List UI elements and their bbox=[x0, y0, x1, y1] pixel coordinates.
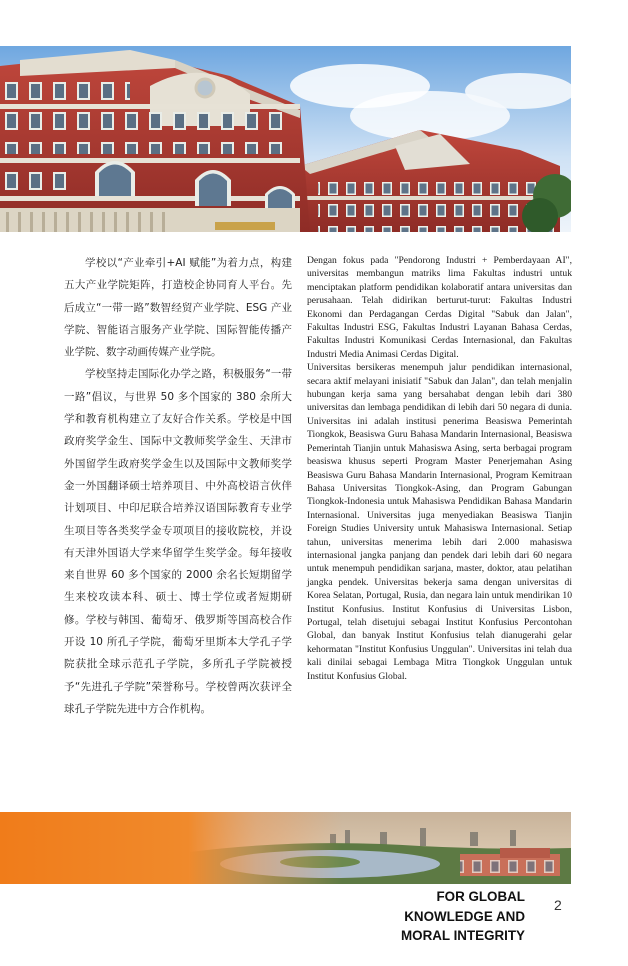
chinese-paragraph: 学校坚持走国际化办学之路，积极服务“一带一路”倡议，与世界 50 多个国家的 380 余所大学和教育机构建立了友好合作关系。学校是中国政府奖学金生、国际中文教师奖学金生、天津市外国留学生政府奖学金生以及国际中文教师奖学金一外国翻译硕士培养项目、中外高校语言伙伴计划项目、中印尼联合培养汉语国际教育专业学生项目等各类奖学金专项项目的接收院校，并设有天津外国语大学来华留学生奖学金。每年接收来自世界 60 多个国家的 2000 余名长短期留学生来校攻读本科、硕士、博士学位或者短期研修。学校与韩国、葡萄牙、俄罗斯等国高校合作开设 10 所孔子学院，葡萄牙里斯本大学孔子学院获批全球示范孔子学院，多所孔子学院被授予“先进孔子学院”荣誉称号。学校曾两次获评全球孔子学院先进中方合作机构。 bbox=[64, 368, 292, 715]
tagline-line: MORAL INTEGRITY bbox=[401, 928, 525, 943]
indonesian-paragraph: Dengan fokus pada "Pendorong Industri + Pemberdayaan AI", universitas membangun matriks lima Fakultas industri untuk menciptakan platform pendidikan kolaboratif antara universitas dan perusahaan. Telah didirikan berturut-turut: Fakultas Industri Ekonomi dan Perdagangan Cerdas Digital "Sabuk dan Jalan", Fakultas Industri ESG, Fakultas Industri Layanan Bahasa Cerdas, Fakultas Industri Komunikasi Cerdas Internasional, dan Fakultas Industri Media Animasi Cerdas Digital. bbox=[307, 255, 572, 360]
indonesian-text-column bbox=[307, 254, 572, 683]
indonesian-paragraph: Universitas bersikeras menempuh jalur pendidikan internasional, secara aktif melayani inisiatif "Sabuk dan Jalan", dan telah menjalin hubungan kerja sama yang bersahabat dengan lebih dari 380 universitas dan lembaga pendidikan di lebih dari 50 negara di dunia. Universitas ini adalah institusi penerima Beasiswa Pemerintah Tiongkok, Beasiswa Guru Bahasa Mandarin Internasional, Beasiswa Pemerintah Tianjin untuk Mahasiswa Asing, serta berbagai program beasiswa khusus seperti Program Master Penerjemahan Asing Beasiswa Guru Bahasa Mandarin Internasional, Program Kemitraan Bahasa Universitas Tiongkok-Asing, dan Program Gabungan Tiongkok-Indonesia untuk Mahasiswa Pendidikan Bahasa Mandarin Internasional. Universitas juga menyediakan Beasiswa Tianjin Foreign Studies University untuk Mahasiswa Internasional. Setiap tahun, universitas menerima lebih dari 2.000 mahasiswa internasional jangka panjang dan pendek dari lebih dari 60 negara untuk menempuh pendidikan sarjana, master, doktor, atau pelatihan jangka pendek. Universitas bekerja sama dengan universitas di Korea Selatan, Portugal, Rusia, dan negara lain untuk mendirikan 10 Institut Konfusius. Institut Konfusius di Universitas Lisbon, Portugal, telah disetujui sebagai Institut Konfusius Percontohan Global, dan banyak Institut Konfusius telah dianugerahi gelar kehormatan "Institut Konfusius Unggulan". Universitas ini telah dua kali dinilai sebagai Lembaga Mitra Tiongkok Unggulan untuk Institut Konfusius Global. bbox=[307, 362, 572, 682]
page-number: 2 bbox=[554, 897, 562, 913]
tagline bbox=[401, 887, 525, 946]
tagline-line: KNOWLEDGE AND bbox=[404, 908, 525, 924]
chinese-paragraph: 学校以“产业牵引+AI 赋能”为着力点，构建五大产业学院矩阵，打造校企协同育人平台。先后成立“一带一路”数智经贸产业学院、ESG 产业学院、智能语言服务产业学院、国际智能传播产业学院、数字动画传媒产业学院。 bbox=[64, 257, 292, 359]
campus-building-photo bbox=[0, 46, 571, 232]
tagline-line: FOR GLOBAL bbox=[436, 889, 525, 904]
chinese-text-column bbox=[64, 252, 292, 720]
campus-lake-aerial-photo bbox=[0, 812, 571, 884]
